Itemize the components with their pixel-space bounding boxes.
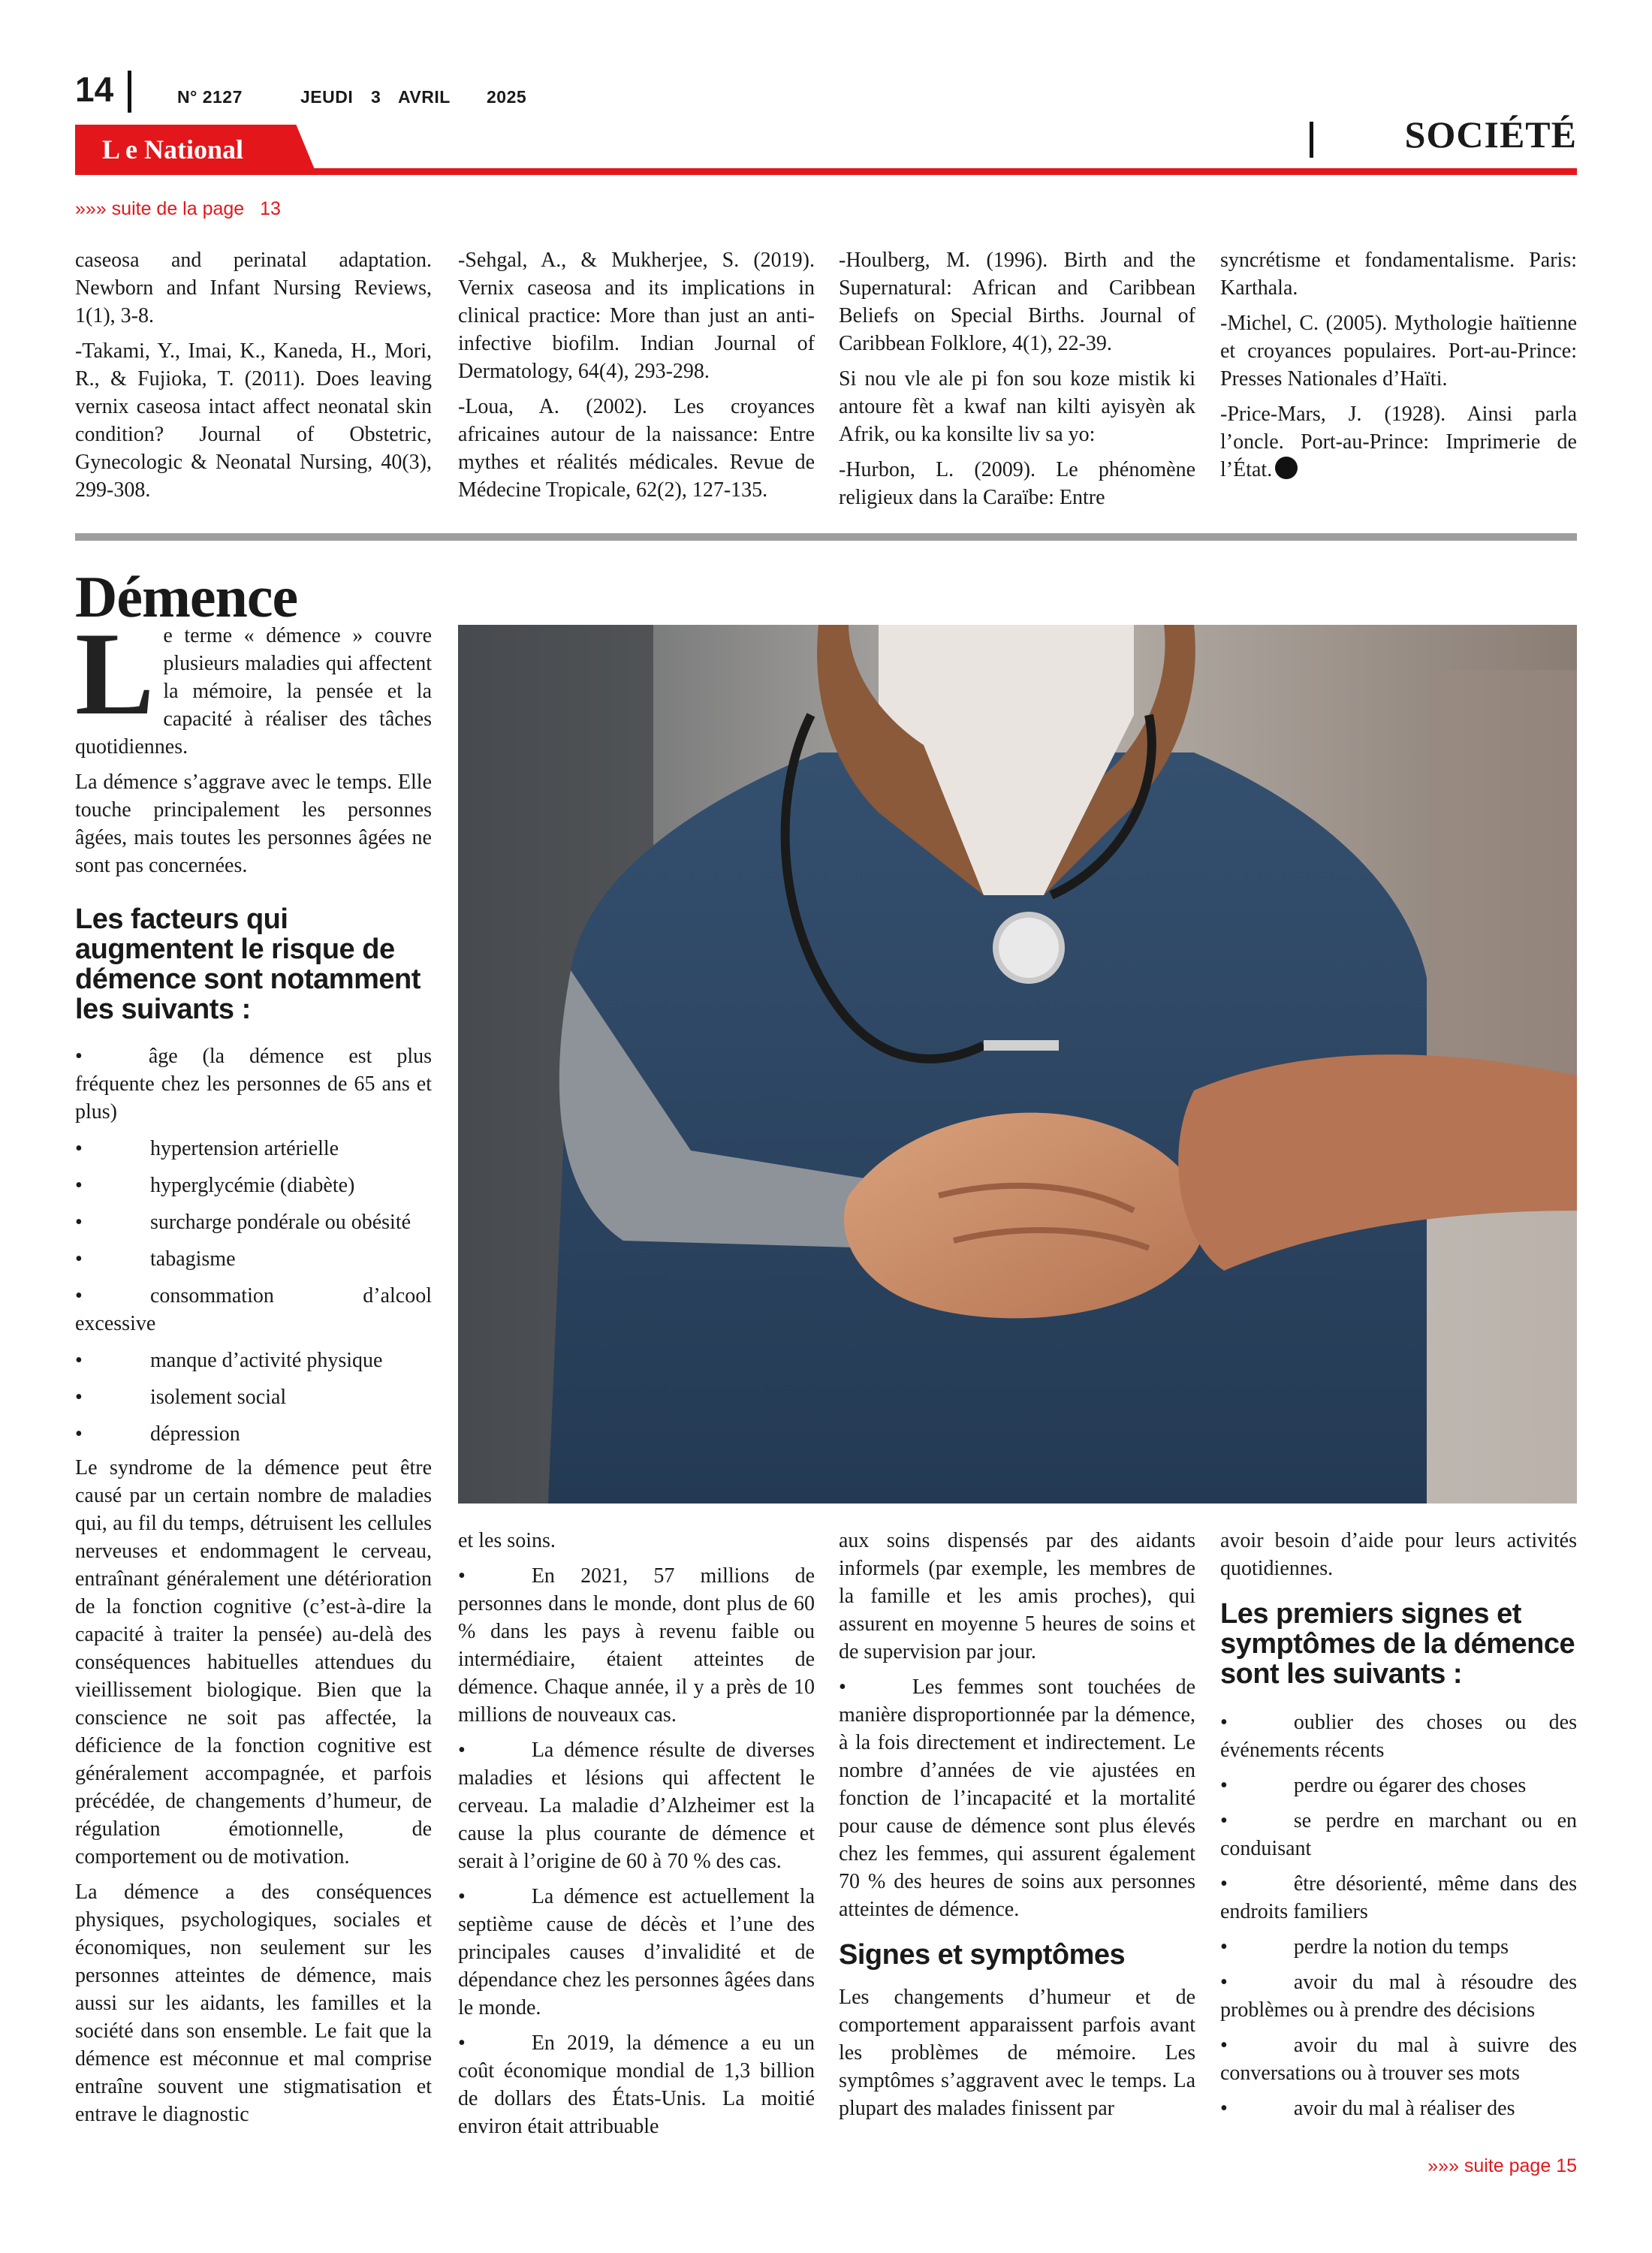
list-item [1220,1968,1577,2024]
arrow-marker-icon: »»» [75,198,107,219]
list-item-text: d’alcool [363,1284,432,1307]
bullet-icon: • [75,1349,83,1372]
list-item [75,1420,432,1448]
bullet-icon: • [1220,1971,1228,1994]
risk-factors-list [75,1042,432,2136]
bullet-icon: • [458,1739,466,1762]
list-item-text: avoir du mal à réaliser des [1293,2097,1515,2120]
list-item [1220,1772,1577,1799]
list-item [1220,1870,1577,1926]
list-item-text: hyperglycémie (diabète) [150,1174,355,1197]
list-item-text: manque d’activité physique [150,1349,383,1372]
article-title: Démence [75,564,298,629]
fact-item [458,1562,815,1729]
bullet-icon: • [1220,1809,1228,1832]
reference-item: -Hurbon, L. (2009). Le phénomène religieux dans la Caraïbe: Entre [839,458,1195,509]
list-item-text: âge (la démence est plus fréquente chez les personnes de 65 ans et plus) [75,1045,432,1123]
bullet-icon: • [75,1247,83,1271]
bullet-icon: • [75,1422,83,1446]
bullet-icon: • [75,1211,83,1234]
bullet-icon: • [75,1045,83,1068]
fact-item [458,1736,815,1875]
list-item-text: excessive [75,1312,156,1335]
intro-paragraph-2: La démence s’aggrave avec le temps. Elle touche principalement les personnes âgées, mais toutes les personnes âgées ne sont pas concernées. [75,771,432,877]
continued-to-link[interactable] [1427,2155,1577,2177]
list-item [1220,1709,1577,1764]
bullet-icon: • [458,1564,466,1588]
fact-text: Les femmes sont touchées de manière disproportionnée par la démence, à la fois directement et indirectement. Le nombre d’années de vie ajustées en fonction de l’incapacité et la mortalité pour cause de démence sont plus élevés chez les femmes, qui assurent également 70 % des heures de soins aux personnes atteintes de démence. [839,1675,1195,1921]
references-column-4 [1220,246,1577,491]
list-item-text: surcharge pondérale ou obésité [150,1211,411,1234]
list-item [1220,2031,1577,2087]
list-item-text: avoir du mal à suivre des conversations ou à trouver ses mots [1220,2034,1577,2085]
list-item-text: perdre la notion du temps [1293,1935,1509,1959]
date-year: 2025 [487,87,527,107]
list-item-text: consommation [150,1284,274,1307]
list-item [75,1172,432,1199]
article-separator [75,533,1577,541]
reference-item: -Houlberg, M. (1996). Birth and the Supernatural: African and Caribbean Beliefs on Special Births. Journal of Caribbean Folklore, 4(1), 22-39. [839,249,1195,355]
list-item [75,1383,432,1411]
article-column-2 [458,1527,815,2148]
section-title: SOCIÉTÉ [1404,113,1577,155]
list-item [75,1042,432,1126]
reference-item: -Loua, A. (2002). Les croyances africaines autour de la naissance: Entre mythes et réalités médicales. Revue de Médecine Tropicale, 62(2), 127-135. [458,395,815,502]
bullet-icon: • [458,2031,466,2055]
reference-intro: Si nou vle ale pi fon sou koze mistik ki antoure fèt a kwaf nan kilti ayisyèn ak Afrik, ou ka konsilte liv sa yo: [839,367,1195,446]
article-column-4 [1220,1527,1577,2130]
intro-text: e terme « démence » couvre plusieurs maladies qui affectent la mémoire, la pensée et la capacité à réaliser des tâches quotidiennes. [75,624,432,759]
bullet-icon: • [1220,2034,1228,2057]
first-signs-heading: Les premiers signes et symptômes de la démence sont les suivants : [1220,1598,1575,1690]
section-divider [1310,122,1313,158]
bullet-icon: • [75,1174,83,1197]
list-item-text: perdre ou égarer des choses [1293,1774,1527,1797]
bullet-icon: • [1220,1711,1228,1734]
list-item-text: être désorienté, même dans des endroits familiers [1220,1872,1577,1923]
bullet-icon: • [75,1284,83,1307]
reference-item: caseosa and perinatal adaptation. Newborn and Infant Nursing Reviews, 1(1), 3-8. [75,249,432,327]
list-item [75,1135,432,1163]
list-item [1220,1807,1577,1862]
references-column-2 [458,246,815,511]
header-rule [75,168,1577,175]
bullet-icon: • [1220,1774,1228,1797]
fact-item [458,1883,815,2022]
newspaper-brand: L e National [102,134,244,164]
continued-from-link[interactable] [75,198,281,220]
continued-from-label: suite de la page [111,198,245,219]
bullet-icon: • [458,1885,466,1908]
risk-factors-heading: Les facteurs qui augmentent le risque de démence sont notamment les suivants : [75,903,421,1025]
reference-item: -Sehgal, A., & Mukherjee, S. (2019). Vernix caseosa and its implications in clinical practice: More than just an anti-infective biofilm. Indian Journal of Dermatology, 64(4), 293-298. [458,249,815,383]
list-item [75,1208,432,1236]
list-item-text: dépression [150,1422,240,1446]
continued-to-label: suite page [1464,2155,1551,2176]
list-item [75,1245,432,1273]
date-weekday: JEUDI [300,87,354,107]
fact-text: En 2019, la démence a eu un coût économique mondial de 1,3 billion de dollars des États-Unis. La moitié environ était attribuable [458,2031,815,2138]
reference-item: -Michel, C. (2005). Mythologie haïtienne et croyances populaires. Port-au-Prince: Presses Nationales d’Haïti. [1220,312,1577,391]
list-item [75,1282,432,1338]
reference-item: -Takami, Y., Imai, K., Kaneda, H., Mori, R., & Fujioka, T. (2011). Does leaving vernix caseosa intact affect neonatal skin condition? Journal of Obstetric, Gynecologic & Neonatal Nursing, 40(3), 299-308. [75,339,432,502]
bullet-icon: • [75,1137,83,1160]
arrow-marker-icon: »»» [1427,2155,1459,2176]
list-item-text: tabagisme [150,1247,236,1271]
list-item-text: se perdre en marchant ou en conduisant [1220,1809,1577,1860]
continued-from-page: 13 [260,198,281,219]
bullet-icon: • [1220,2097,1228,2120]
paragraph: et les soins. [458,1529,556,1552]
bullet-icon: • [1220,1935,1228,1959]
continued-to-page: 15 [1556,2155,1577,2176]
references-column-1 [75,246,432,511]
list-item-text: oublier des choses ou des événements récents [1220,1711,1577,1762]
fact-item [458,2029,815,2140]
reference-item [1220,400,1577,484]
list-item [75,1347,432,1374]
signs-heading: Signes et symptômes [839,1939,1126,1971]
article-photo [458,625,1577,1504]
list-item-text: isolement social [150,1386,287,1409]
consequences-paragraph: La démence a des conséquences physiques, psychologiques, sociales et économiques, non seulement sur les personnes atteintes de démence, mais aussi sur les aidants, les familles et la société dans son ensemble. Le fait que la démence est méconnue et mal comprise entraîne souvent une stigmatisation et entrave le diagnostic [75,1881,432,2126]
paragraph: Les changements d’humeur et de comportement apparaissent parfois avant les problèmes de mémoire. Les symptômes s’aggravent avec le temps. La plupart des malades finissent par [839,1986,1195,2120]
paragraph: aux soins dispensés par des aidants informels (par exemple, les membres de la famille et les amis proches), qui assurent en moyenne 5 heures de soins et de supervision par jour. [839,1529,1195,1663]
fact-text: En 2021, 57 millions de personnes dans le monde, dont plus de 60 % dans les pays à revenu faible ou intermédiaire, étaient atteintes de démence. Chaque année, il y a près de 10 millions de nouveaux cas. [458,1564,815,1727]
syndrome-paragraph: Le syndrome de la démence peut être causé par un certain nombre de maladies qui, au fil du temps, détruisent les cellules nerveuses et endommagent le cerveau, entraînant généralement une détérioration de la fonction cognitive (c’est-à-dire la capacité à traiter la pensée) au-delà des conséquences habituelles attendues du vieillissement biologique. Bien que la conscience ne soit pas affectée, la déficience de la fonction cognitive est généralement accompagnée, et parfois précédée, de changements d’humeur, de régulation émotionnelle, de comportement ou de motivation. [75,1456,432,1868]
date-month: AVRIL [398,87,451,107]
article-column-3 [839,1527,1195,2130]
drop-cap: L [75,608,155,740]
date-day: 3 [371,87,381,107]
fact-text: La démence est actuellement la septième cause de décès et l’une des principales causes d’invalidité et de dépendance chez les personnes âgées dans le monde. [458,1885,815,2019]
reference-text: -Price-Mars, J. (1928). Ainsi parla l’oncle. Port-au-Prince: Imprimerie de l’État. [1220,403,1577,481]
fact-item [839,1673,1195,1923]
bullet-icon: • [839,1675,846,1699]
list-item [1220,2095,1577,2122]
page-number-divider [128,71,131,113]
intro-block [75,608,432,887]
list-item [1220,1933,1577,1961]
bullet-icon: • [1220,1872,1228,1896]
reference-item: syncrétisme et fondamentalisme. Paris: Karthala. [1220,249,1577,300]
list-item-text: hypertension artérielle [150,1137,339,1160]
issue-number: N° 2127 [177,87,243,107]
end-of-article-icon [1275,457,1298,479]
fact-text: La démence résulte de diverses maladies et lésions qui affectent le cerveau. La maladie d’Alzheimer est la cause la plus courante de démence et serait à l’origine de 60 à 70 % des cas. [458,1739,815,1873]
bullet-icon: • [75,1386,83,1409]
paragraph: avoir besoin d’aide pour leurs activités quotidiennes. [1220,1529,1577,1580]
page-number: 14 [75,70,114,109]
references-column-3 [839,246,1195,519]
list-item-text: avoir du mal à résoudre des problèmes ou à prendre des décisions [1220,1971,1577,2022]
